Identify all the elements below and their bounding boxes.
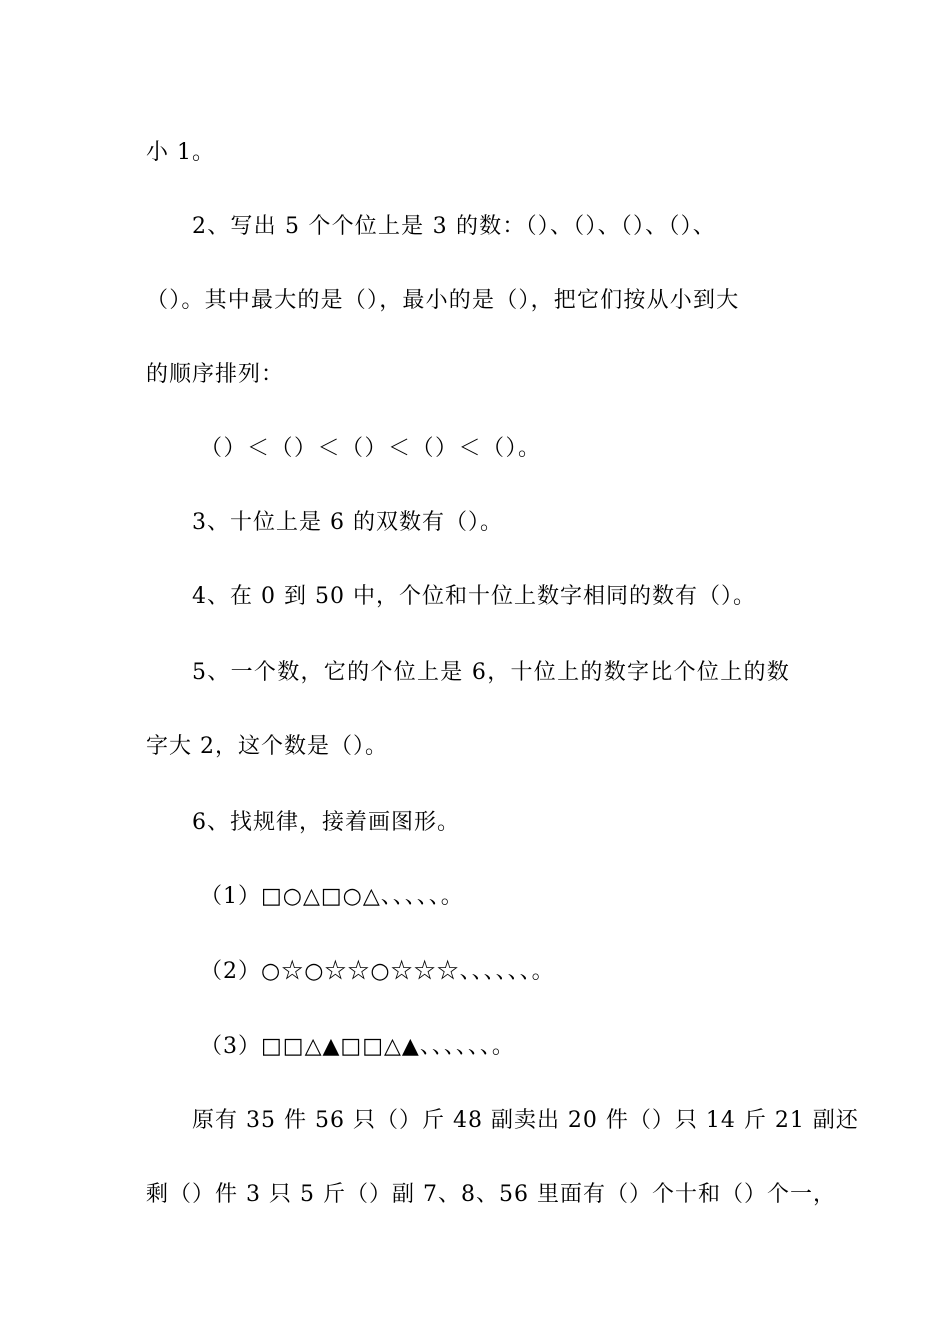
question-4: 4、在 0 到 50 中，个位和十位上数字相同的数有（）。 (192, 584, 756, 609)
question-2-ordering: （）＜（）＜（）＜（）＜（）。 (200, 436, 542, 461)
text-line-1: 小 1。 (146, 140, 215, 165)
pattern-1: （1）□○△□○△、、、、、。 (200, 884, 464, 909)
question-2-line-3: 的顺序排列： (146, 362, 285, 387)
question-5-line-1: 5、一个数，它的个位上是 6，十位上的数字比个位上的数 (192, 660, 791, 685)
question-6: 6、找规律，接着画图形。 (192, 810, 460, 835)
paragraph-line-1: 原有 35 件 56 只（）斤 48 副卖出 20 件（）只 14 斤 21 副还 (192, 1108, 859, 1133)
pattern-2: （2）○☆○☆☆○☆☆☆、、、、、、。 (200, 959, 555, 984)
question-2-line-1: 2、写出 5 个个位上是 3 的数：（）、（）、（）、（）、 (192, 214, 716, 239)
paragraph-line-2: 剩（）件 3 只 5 斤（）副 7、8、56 里面有（）个十和（）个一， (146, 1182, 836, 1207)
question-2-line-2: （）。其中最大的是（），最小的是（），把它们按从小到大 (146, 288, 740, 313)
question-5-line-2: 字大 2，这个数是（）。 (146, 734, 388, 759)
question-3: 3、十位上是 6 的双数有（）。 (192, 510, 503, 535)
pattern-3: （3）□□△▲□□△▲、、、、、、。 (200, 1034, 515, 1059)
